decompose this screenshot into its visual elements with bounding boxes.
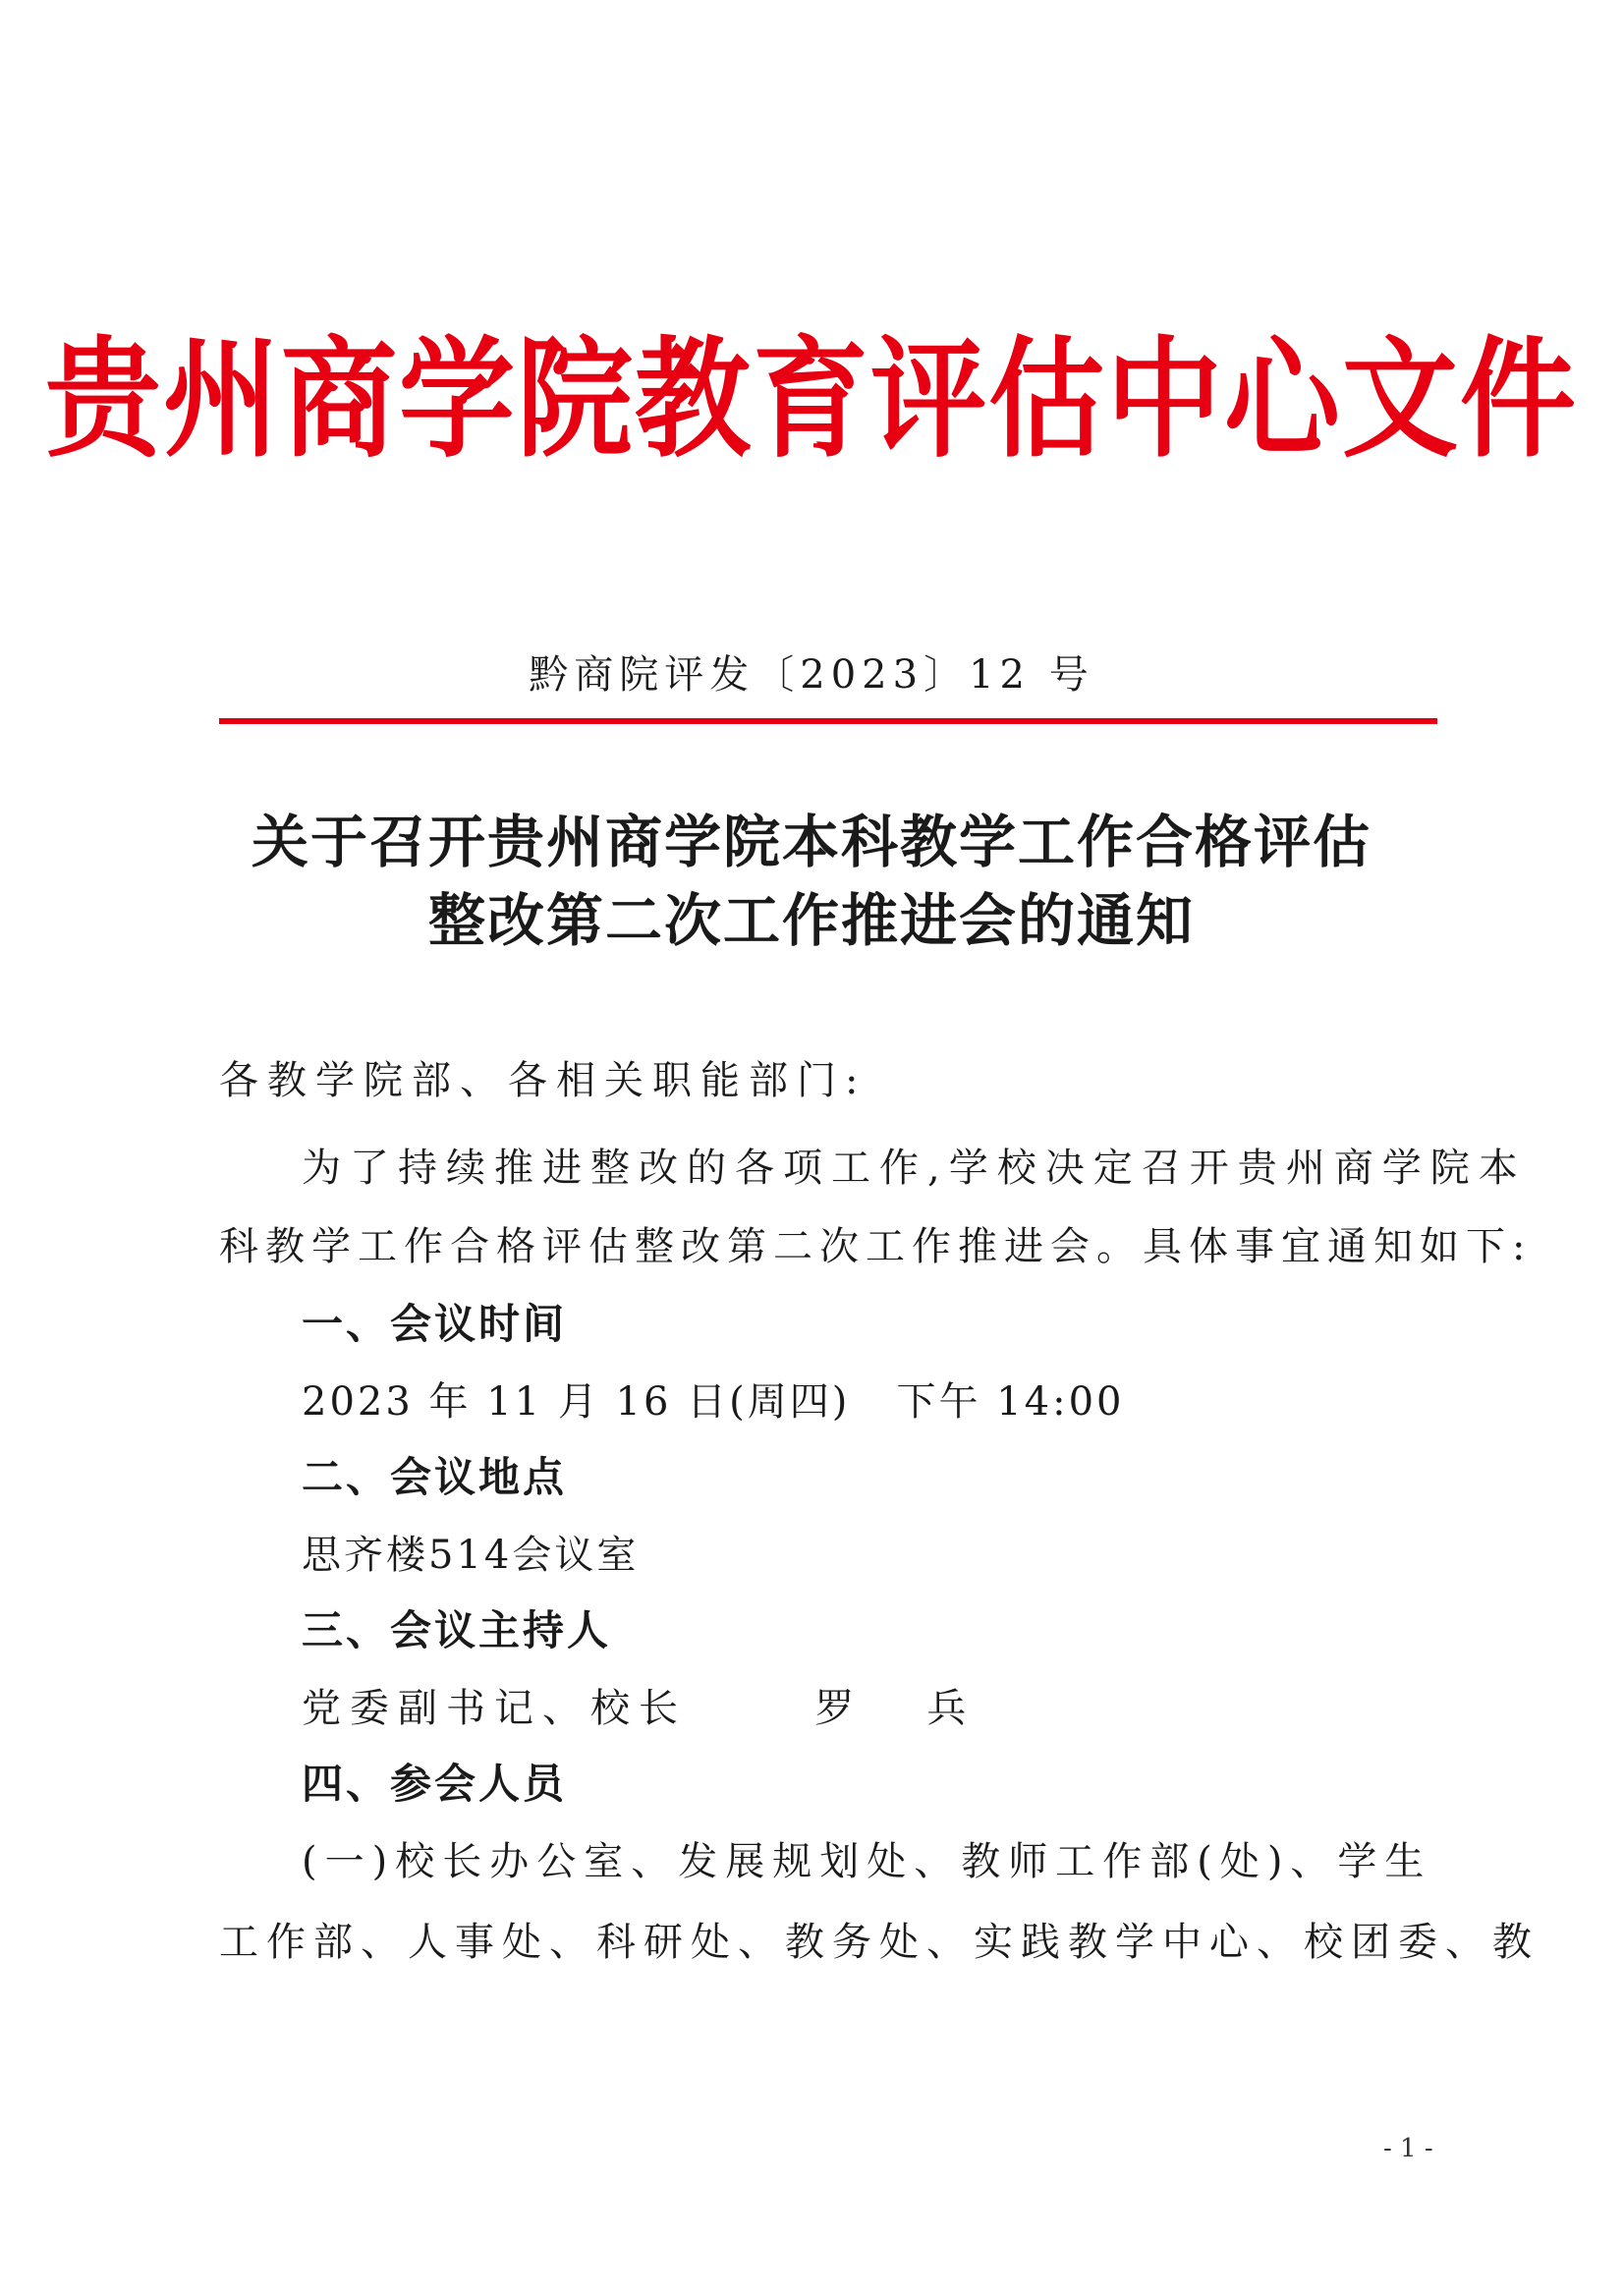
document-masthead: 贵州商学院教育评估中心文件 bbox=[44, 322, 1578, 476]
document-number: 黔商院评发〔2023〕12 号 bbox=[529, 652, 1094, 698]
section-heading-attendees: 四、参会人员 bbox=[302, 1760, 568, 1808]
meeting-time: 2023 年 11 月 16 日(周四) 下午 14:00 bbox=[302, 1379, 1125, 1425]
intro-paragraph-line-1: 为了持续推进整改的各项工作,学校决定召开贵州商学院本 bbox=[302, 1146, 1527, 1191]
attendees-line-2: 工作部、人事处、科研处、教务处、实践教学中心、校团委、教 bbox=[219, 1920, 1539, 1965]
intro-paragraph-line-2: 科教学工作合格评估整改第二次工作推进会。具体事宜通知如下: bbox=[219, 1224, 1533, 1269]
salutation: 各教学院部、各相关职能部门: bbox=[219, 1058, 867, 1103]
section-heading-time: 一、会议时间 bbox=[302, 1300, 568, 1348]
section-heading-location: 二、会议地点 bbox=[302, 1453, 568, 1501]
notice-title-line-1: 关于召开贵州商学院本科教学工作合格评估 bbox=[251, 809, 1371, 875]
page-number: - 1 - bbox=[1383, 2134, 1433, 2163]
meeting-host: 党委副书记、校长 罗 兵 bbox=[302, 1686, 976, 1731]
attendees-line-1: (一)校长办公室、发展规划处、教师工作部(处)、学生 bbox=[302, 1839, 1432, 1884]
notice-title-line-2: 整改第二次工作推进会的通知 bbox=[427, 887, 1195, 954]
section-heading-host: 三、会议主持人 bbox=[302, 1606, 612, 1654]
red-divider-line bbox=[219, 718, 1437, 724]
meeting-location: 思齐楼514会议室 bbox=[302, 1533, 640, 1578]
